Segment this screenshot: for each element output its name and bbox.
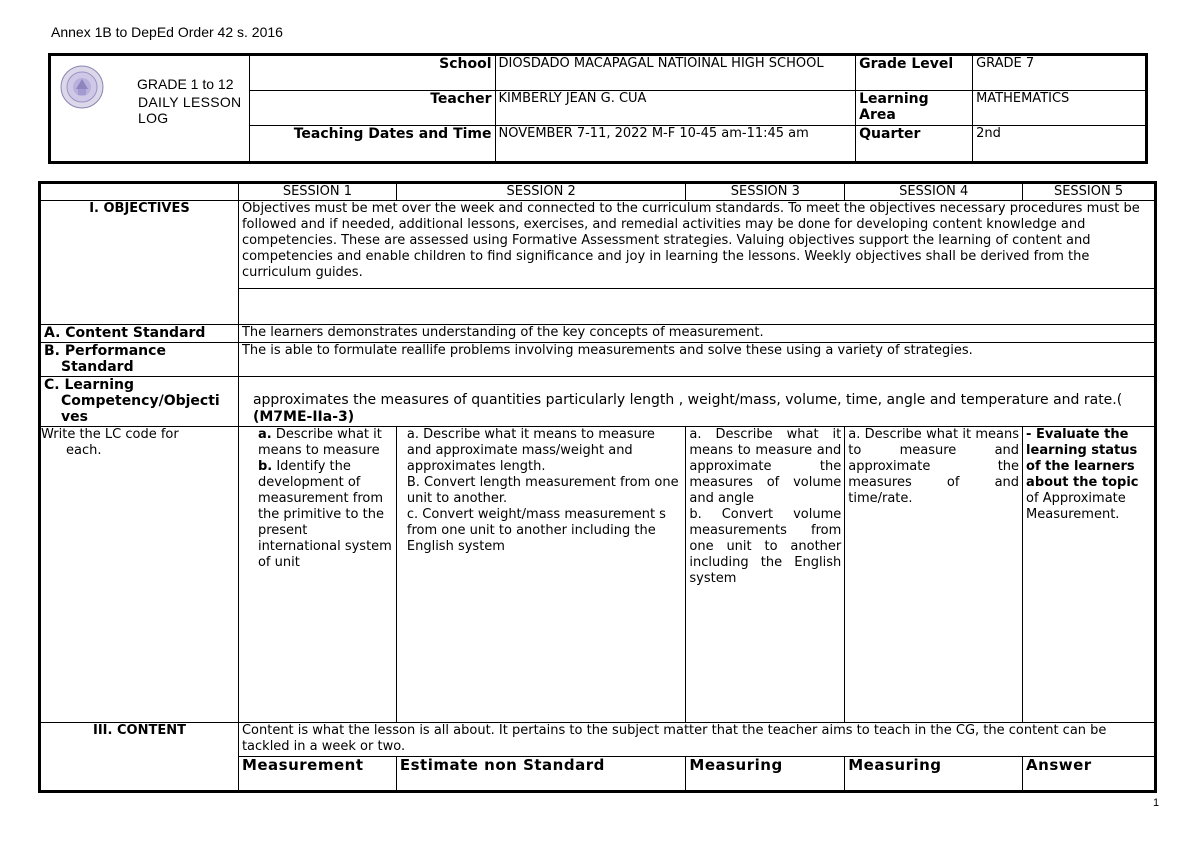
session4-objectives <box>845 426 1023 722</box>
performance-label-line2: Standard <box>61 358 134 375</box>
session5-objectives <box>1023 426 1155 722</box>
school-label: School <box>249 56 495 91</box>
content-topic: Measuring <box>686 757 845 791</box>
lesson-log-table <box>40 183 1155 791</box>
s5-objective-rest: of Approximate Measurement. <box>1026 490 1126 522</box>
annex-title: Annex 1B to DepEd Order 42 s. 2016 <box>51 24 283 40</box>
s1-objective-a: Describe what it means to measure <box>257 426 382 458</box>
grade-level-value: GRADE 7 <box>973 56 1146 91</box>
content-standard-label: A. Content Standard <box>41 325 239 342</box>
header-table <box>50 55 1146 162</box>
s2-objective-b: B. Convert length measurement from one unit to another. <box>406 474 679 506</box>
content-topic: Measuring <box>845 757 1023 791</box>
objectives-blank <box>238 288 1154 325</box>
s5-objective-bold: - Evaluate the learning status of the learners about the topic <box>1026 426 1139 490</box>
s3-objective-b: b. Convert volume measurements from one unit to another including the English system <box>689 506 842 586</box>
s2-objective-a: a. Describe what it means to measure and approximate mass/weight and approximates length. <box>406 426 655 474</box>
competency-label-line3: ves <box>61 409 88 426</box>
school-value: DIOSDADO MACAPAGAL NATIOINAL HIGH SCHOOL <box>495 56 856 91</box>
teacher-label: Teacher <box>249 91 495 126</box>
log-title: DAILY LESSON LOG <box>138 94 242 126</box>
s2-objective-c: c. Convert weight/mass measurement s from one unit to another including the English system <box>406 506 666 554</box>
session3-objectives <box>686 426 845 722</box>
competency-text <box>238 377 1154 427</box>
dates-value: NOVEMBER 7-11, 2022 M-F 10-45 am-11:45 am <box>495 126 856 162</box>
s1-a-marker: a. <box>257 426 272 442</box>
objectives-text: Objectives must be met over the week and connected to the curriculum standards. To meet the objectives necessary procedures must be followed and if needed, additional lessons, exercises, and remedial activities may be done for developing content knowledge and competencies. These are assessed using Formative Assessment strategies. Valuing objectives support the learning of content and competencies and enable children to find significance and joy in learning the lessons. Weekly objectives shall be derived from the curriculum guides. <box>238 201 1154 288</box>
lc-code-note <box>41 426 239 722</box>
grade-level-label: Grade Level <box>856 56 973 91</box>
competency-label <box>41 377 239 427</box>
session-header: SESSION 2 <box>396 184 686 201</box>
competency-description: approximates the measures of quantities particularly length , weight/mass, volume, time, angle and temperature and rate.( <box>252 391 1123 408</box>
s1-b-marker: b. <box>257 458 273 474</box>
objectives-label: I. OBJECTIVES <box>41 201 239 325</box>
grade-range: GRADE 1 to 12 <box>137 76 234 92</box>
content-label: III. CONTENT <box>41 722 239 790</box>
learning-area-value: MATHEMATICS <box>973 91 1146 126</box>
session-header: SESSION 4 <box>845 184 1023 201</box>
s4-objective-a: a. Describe what it means to measure and approximate the measures of and time/rate. <box>848 426 1020 506</box>
content-text: Content is what the lesson is all about. It pertains to the subject matter that the teacher aims to teach in the CG, the content can be tackled in a week or two. <box>238 722 1154 757</box>
performance-label-line1: B. Performance <box>44 342 166 359</box>
blank-corner <box>41 184 239 201</box>
page-number: 1 <box>1153 797 1160 809</box>
quarter-value: 2nd <box>973 126 1146 162</box>
performance-standard-label <box>41 342 239 377</box>
session2-objectives <box>396 426 686 722</box>
deped-seal-icon <box>60 65 104 109</box>
competency-code: (M7ME-IIa-3) <box>252 408 355 425</box>
content-topic: Answer <box>1023 757 1155 791</box>
content-standard-text: The learners demonstrates understanding of the key concepts of measurement. <box>238 325 1154 342</box>
lc-note-line2: each. <box>66 442 102 458</box>
performance-standard-text: The is able to formulate reallife problems involving measurements and solve these using a variety of strategies. <box>238 342 1154 377</box>
session-header: SESSION 1 <box>238 184 396 201</box>
quarter-label: Quarter <box>856 126 973 162</box>
s3-objective-a: a. Describe what it means to measure and approximate the measures of volume and angle <box>689 426 842 506</box>
session1-objectives <box>238 426 396 722</box>
competency-label-line1: C. Learning <box>44 377 134 394</box>
session-header: SESSION 5 <box>1023 184 1155 201</box>
logo-cell <box>51 56 250 162</box>
learning-area-label: Learning Area <box>856 91 973 126</box>
session-header: SESSION 3 <box>686 184 845 201</box>
dates-label: Teaching Dates and Time <box>249 126 495 162</box>
competency-label-line2: Competency/Objecti <box>61 393 220 410</box>
teacher-value: KIMBERLY JEAN G. CUA <box>495 91 856 126</box>
lc-note-line1: Write the LC code for <box>41 426 179 442</box>
content-topic: Estimate non Standard <box>396 757 686 791</box>
content-topic: Measurement <box>238 757 396 791</box>
s1-objective-b: Identify the development of measurement from the primitive to the present international system of unit <box>257 458 392 570</box>
